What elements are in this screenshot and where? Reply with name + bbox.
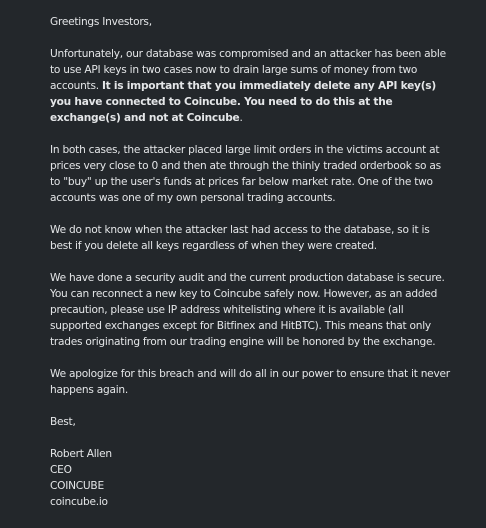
paragraph-apology: We apologize for this breach and will do all in our power to ensure that it never happens again. xyxy=(50,368,450,396)
paragraph-gap xyxy=(50,254,450,270)
paragraph-gap xyxy=(50,126,450,142)
paragraph-attack-details: In both cases, the attacker placed large limit orders in the victims account at prices very close to 0 and then ate through the thinly traded orderbook so as to "buy" up the user's funds at prices far below market rate. One of the two accounts was one of my own personal trading accounts. xyxy=(50,144,441,204)
breach-notice-text: Unfortunately, our database was compromised and an attacker has been able to use API keys in two cases now to drain large sums of money from two accounts. xyxy=(50,48,446,92)
greeting: Greetings Investors, xyxy=(50,16,152,28)
breach-notice-end: . xyxy=(239,112,243,124)
closing: Best, xyxy=(50,416,76,428)
paragraph-gap xyxy=(50,430,450,446)
delete-keys-warning: It is important that you immediately delete any API key(s) you have connected to Coincube. You need to do this at the exchange(s) and not at Coincube xyxy=(50,80,436,124)
signature-title: CEO xyxy=(50,464,72,476)
signature-company: COINCUBE xyxy=(50,480,104,492)
paragraph-security-audit: We have done a security audit and the current production database is secure. You can reconnect a new key to Coincube safely now. However, as an added precaution, please use IP address whitelisting where it is available (all supported exchanges except for Bitfinex and HitBTC). This means that only trades originating from our trading engine will be honored by the exchange. xyxy=(50,272,445,348)
paragraph-gap xyxy=(50,350,450,366)
paragraph-gap xyxy=(50,30,450,46)
paragraph-access-unknown: We do not know when the attacker last had access to the database, so it is best if you delete all keys regardless of when they were created. xyxy=(50,224,430,252)
signature-name: Robert Allen xyxy=(50,448,112,460)
signature-website: coincube.io xyxy=(50,496,108,508)
paragraph-gap xyxy=(50,206,450,222)
paragraph-breach-notice xyxy=(50,46,450,126)
paragraph-gap xyxy=(50,398,450,414)
